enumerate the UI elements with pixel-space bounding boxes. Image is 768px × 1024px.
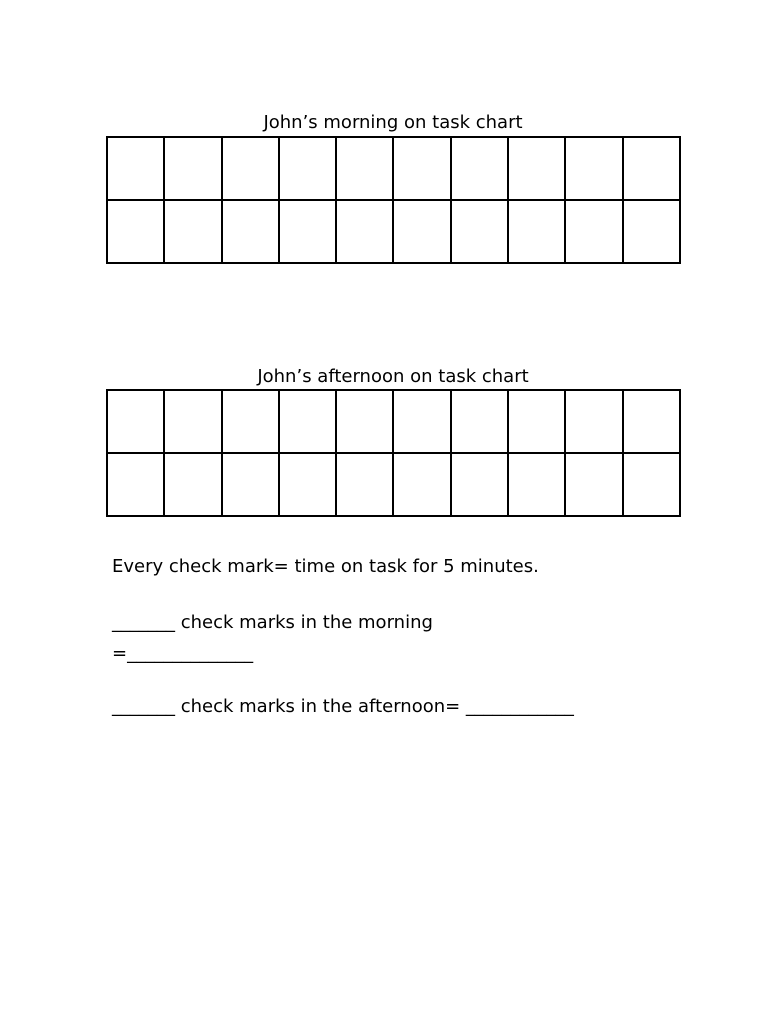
- morning-check-marks-line: _______ check marks in the morning: [112, 612, 433, 633]
- grid-row: [107, 390, 680, 453]
- check-mark-cell: [393, 453, 450, 516]
- check-mark-cell: [623, 137, 680, 200]
- afternoon-task-grid: [106, 389, 681, 517]
- grid-row: [107, 200, 680, 263]
- check-mark-cell: [222, 390, 279, 453]
- check-mark-cell: [107, 390, 164, 453]
- morning-total-line: =______________: [112, 643, 254, 664]
- morning-task-grid: [106, 136, 681, 264]
- morning-chart-title: John’s morning on task chart: [263, 112, 523, 133]
- check-mark-cell: [393, 390, 450, 453]
- check-mark-cell: [451, 390, 508, 453]
- check-mark-cell: [336, 200, 393, 263]
- check-mark-cell: [279, 137, 336, 200]
- check-mark-cell: [107, 453, 164, 516]
- check-mark-cell: [508, 390, 565, 453]
- check-mark-cell: [222, 137, 279, 200]
- check-mark-cell: [164, 390, 221, 453]
- grid-row: [107, 453, 680, 516]
- afternoon-check-marks-line: _______ check marks in the afternoon= ____________: [112, 696, 574, 717]
- check-mark-cell: [107, 137, 164, 200]
- check-mark-cell: [623, 453, 680, 516]
- check-mark-cell: [164, 137, 221, 200]
- check-mark-cell: [279, 390, 336, 453]
- check-mark-cell: [451, 137, 508, 200]
- afternoon-chart-title: John’s afternoon on task chart: [257, 366, 529, 387]
- check-mark-cell: [508, 453, 565, 516]
- grid-row: [107, 137, 680, 200]
- check-mark-cell: [336, 390, 393, 453]
- check-mark-cell: [279, 200, 336, 263]
- check-mark-cell: [222, 200, 279, 263]
- check-mark-cell: [565, 200, 622, 263]
- check-mark-cell: [565, 453, 622, 516]
- check-mark-cell: [565, 390, 622, 453]
- check-mark-cell: [164, 200, 221, 263]
- check-mark-cell: [393, 137, 450, 200]
- check-mark-cell: [336, 137, 393, 200]
- check-mark-cell: [107, 200, 164, 263]
- check-mark-cell: [164, 453, 221, 516]
- check-mark-cell: [565, 137, 622, 200]
- check-mark-cell: [451, 200, 508, 263]
- check-mark-cell: [623, 390, 680, 453]
- check-mark-cell: [623, 200, 680, 263]
- check-mark-cell: [393, 200, 450, 263]
- check-mark-cell: [222, 453, 279, 516]
- check-mark-cell: [508, 137, 565, 200]
- check-mark-cell: [336, 453, 393, 516]
- check-mark-cell: [508, 200, 565, 263]
- check-mark-cell: [451, 453, 508, 516]
- check-mark-cell: [279, 453, 336, 516]
- check-mark-definition: Every check mark= time on task for 5 minutes.: [112, 556, 539, 577]
